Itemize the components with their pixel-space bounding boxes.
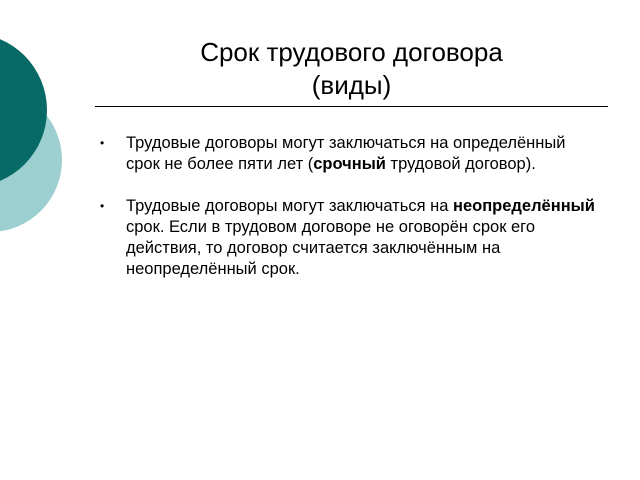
bullet-marker: • <box>100 136 105 150</box>
slide-title-line2: (виды) <box>311 70 392 100</box>
title-divider <box>95 106 608 107</box>
bullet-indefinite-term <box>100 196 600 280</box>
bullet-text-part2: трудовой договор). <box>385 155 536 173</box>
slide-title <box>95 36 608 102</box>
bullet-text-bold: неопределённый <box>452 197 595 215</box>
bullet-marker: • <box>100 199 105 213</box>
bullet-text-part1: Трудовые договоры могут заключаться на определённый срок не более пяти лет ( <box>126 134 566 173</box>
decorative-circles <box>0 0 100 260</box>
bullet-text-part1: Трудовые договоры могут заключаться на <box>126 197 453 215</box>
bullet-list <box>100 133 600 280</box>
bullet-text-part2: срок. Если в трудовом договоре не оговорён срок его действия, то договор считается заключённым на неопределённый срок. <box>126 218 536 278</box>
bullet-text-bold: срочный <box>313 155 386 173</box>
bullet-fixed-term <box>100 133 600 175</box>
slide-title-line1: Срок трудового договора <box>200 37 503 67</box>
